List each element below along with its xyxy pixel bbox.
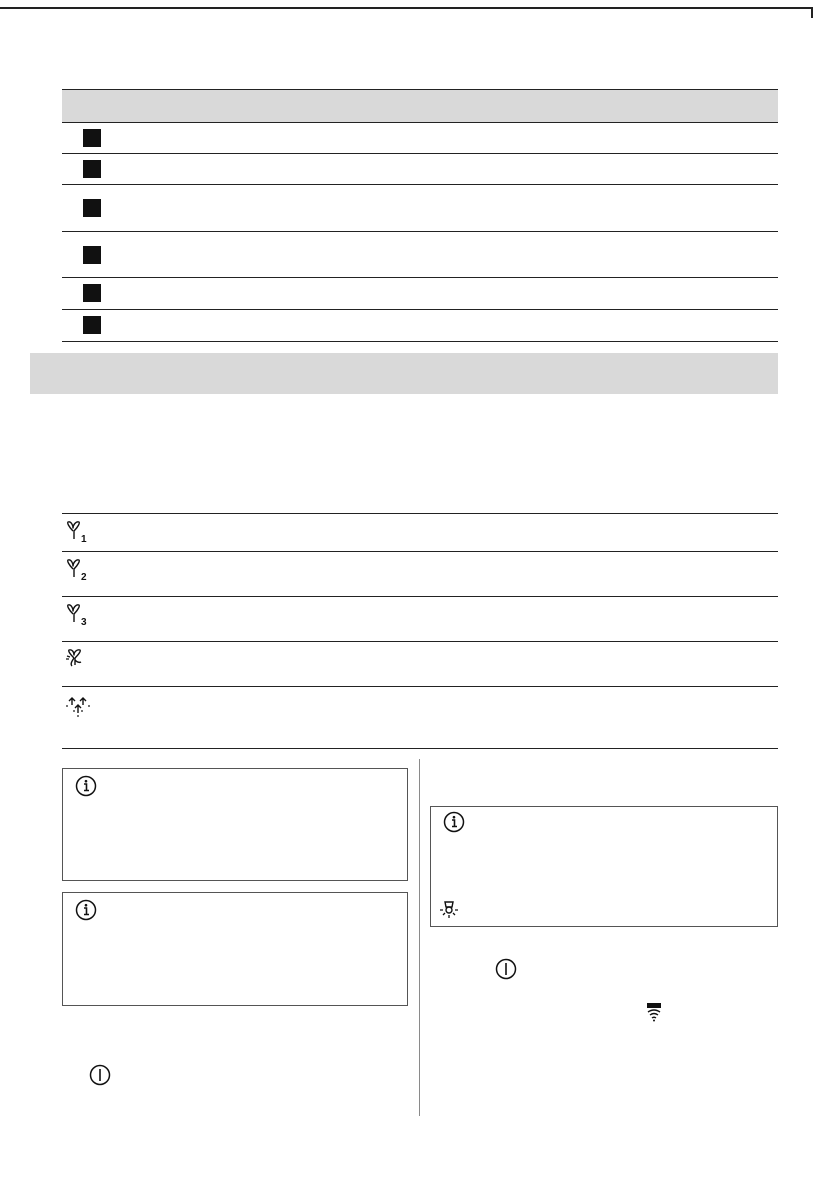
svg-text:1: 1	[81, 534, 87, 544]
fan-speed-2-icon	[64, 558, 94, 582]
section-heading-band	[30, 353, 778, 394]
svg-text:2: 2	[81, 572, 87, 582]
column-divider	[419, 759, 420, 1116]
light-icon	[438, 897, 460, 919]
table-row	[62, 687, 778, 749]
table-row	[62, 552, 778, 597]
item-marker	[83, 129, 101, 147]
item-marker	[83, 160, 101, 178]
table-header	[62, 90, 778, 123]
table-row	[62, 597, 778, 642]
table-row	[62, 642, 778, 687]
info-icon	[443, 811, 465, 833]
info-note-box	[62, 768, 408, 881]
fan-settings-table	[62, 513, 778, 749]
fan-boost-icon	[64, 648, 94, 672]
item-marker	[83, 246, 101, 264]
table-row	[62, 310, 778, 342]
table-row	[62, 278, 778, 310]
fan-speed-1-icon	[64, 520, 94, 544]
power-icon	[495, 958, 517, 980]
info-note-box	[430, 806, 778, 927]
automatic-mode-icon	[64, 693, 94, 717]
table-row	[62, 232, 778, 278]
item-marker	[83, 316, 101, 334]
table-row	[62, 185, 778, 232]
power-icon	[89, 1064, 111, 1086]
info-note-box	[62, 892, 408, 1006]
info-icon	[75, 775, 97, 797]
page-corner-mark	[0, 0, 818, 18]
hob-to-hood-icon	[645, 1002, 663, 1022]
component-table	[62, 89, 778, 342]
table-row	[62, 154, 778, 185]
svg-text:3: 3	[81, 617, 87, 627]
table-row	[62, 514, 778, 552]
info-icon	[75, 899, 97, 921]
table-row	[62, 123, 778, 154]
fan-speed-3-icon	[64, 603, 94, 627]
item-marker	[83, 199, 101, 217]
item-marker	[83, 284, 101, 302]
